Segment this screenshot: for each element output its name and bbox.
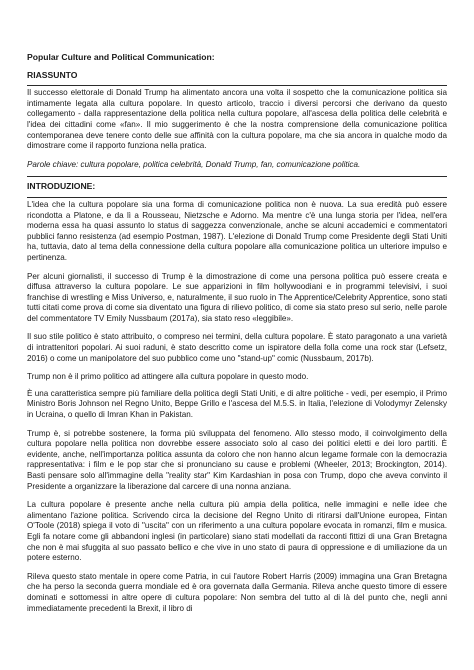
body-paragraph: È una caratteristica sempre più familiare della politica degli Stati Uniti, e di altre politiche - vedi, per esempio, il Primo Ministro Boris Johnson nel Regno Unito, Beppe Grillo e l'ascesa del M.5.S. in Italia, l'elezione di Volodymyr Zelensky in Ucraina, o quello di Imran Khan in Pakistan. <box>27 388 447 420</box>
body-paragraph: Il suo stile politico è stato attribuito, o compreso nei termini, della cultura popolare. È stato paragonato a una varietà di intrattenitori popolari. Ai suoi raduni, è stato descritto come un ispiratore della folla come una rock star (Lefsetz, 2016) o come un manipolatore del suo pubblico come uno "stand-up" comic (Nussbaum, 2017b). <box>27 332 447 363</box>
section-divider <box>27 176 447 177</box>
body-paragraph: Trump è, si potrebbe sostenere, la forma più sviluppata del fenomeno. Allo stesso modo, il coinvolgimento della cultura popolare nella politica non dovrebbe essere associato solo al caso dei politici eletti e dei loro partiti. È evidente, anche, nell'importanza politica assunta da coloro che non hanno alcun legame formale con la democrazia rappresentativa: i film e le pop star che si pronunciano su cause e problemi (Wheeler, 2013; Brockington, 2014). Basti pensare solo all'immagine della "reality star" Kim Kardashian in posa con Trump, dopo che aveva convinto il Presidente a organizzare la liberazione dal carcere di una nonna anziana. <box>27 428 447 491</box>
body-paragraph: Per alcuni giornalisti, il successo di Trump è la dimostrazione di come una persona politica può essere creata e diffusa attraverso la cultura popolare. Le sue apparizioni in film hollywoodiani e in programmi televisivi, i suoi franchise di wrestling e Miss Universo, e, naturalmente, il suo ruolo in The Apprentice/Celebrity Apprentice, sono stati tutti citati come prova di come sia diventato una figura di rilievo politico, di come sia stato preso sul serio, nelle parole del commentatore TV Emily Nussbaum (2017a), sia stato reso «leggibile». <box>27 271 447 323</box>
document-page <box>27 52 447 622</box>
body-paragraph: Trump non è il primo politico ad attingere alla cultura popolare in questo modo. <box>27 372 309 382</box>
intro-heading: INTRODUZIONE: <box>27 181 96 192</box>
body-paragraph: L'idea che la cultura popolare sia una forma di comunicazione politica non è nuova. La sua eredità può essere ricondotta a Platone, e da lì a Rousseau, Nietzsche e Adorno. Ma mentre c'è una lunga storia per l'idea, nell'era moderna essa ha quasi assunto lo status di saggezza convenzionale, anche se alcuni accademici e commentatori pubblici fanno resistenza (ad esempio Postman, 1987). L'elezione di Donald Trump come Presidente degli Stati Uniti ha, tuttavia, dato al tema della connessione della cultura popolare alla comunicazione politica un ulteriore impulso e pertinenza. <box>27 199 447 262</box>
heading-rule <box>27 197 447 198</box>
body-paragraph: Rileva questo stato mentale in opere come Patria, in cui l'autore Robert Harris (2009) immagina una Gran Bretagna che ha perso la seconda guerra mondiale ed è ora governata dalla Germania. Rileva anche questo timore di essere dominati e sottomessi in altre opere di cultura popolare: Non sembra del tutto al di là del punto che, negli anni immediatamente precedenti la Brexit, il libro di <box>27 571 447 613</box>
body-paragraph: La cultura popolare è presente anche nella cultura più ampia della politica, nelle immagini e nelle idee che alimentano l'azione politica. Scrivendo circa la decisione del Regno Unito di ritirarsi dall'Unione europea, Fintan O'Toole (2018) spiega il voto di "uscita" con un riferimento a una cultura popolare evocata in romanzi, film e musica. Egli fa notare come gli abbandoni inglesi (in particolare) siano stati modellati da racconti fittizi di una Gran Bretagna che non è mai sfuggita al suo passato bellico e che vive in uno stato di paura di oppressione e di umiliazione da un potere esterno. <box>27 500 447 563</box>
document-title: Popular Culture and Political Communication: <box>27 52 215 62</box>
abstract-text: Il successo elettorale di Donald Trump ha alimentato ancora una volta il sospetto che la comunicazione politica sia intimamente legata alla cultura popolare. In questo articolo, traccio i diversi percorsi che derivano da questo collegamento - dalla rappresentazione della politica nella cultura popolare, all'ascesa della politica delle celebrità e l'idea dei cittadini come «fan». Il mio suggerimento è che la nostra comprensione della comunicazione politica contemporanea deve tenere conto delle sue affinità con la cultura popolare, ma che sia ancora in qualche modo da dimostrare come il rapporto funziona nella pratica. <box>27 88 447 151</box>
riassunto-heading: RIASSUNTO <box>27 69 78 80</box>
heading-rule <box>27 85 447 86</box>
keywords-line: Parole chiave: cultura popolare, politica celebrità, Donald Trump, fan, comunicazione politica. <box>27 159 361 169</box>
